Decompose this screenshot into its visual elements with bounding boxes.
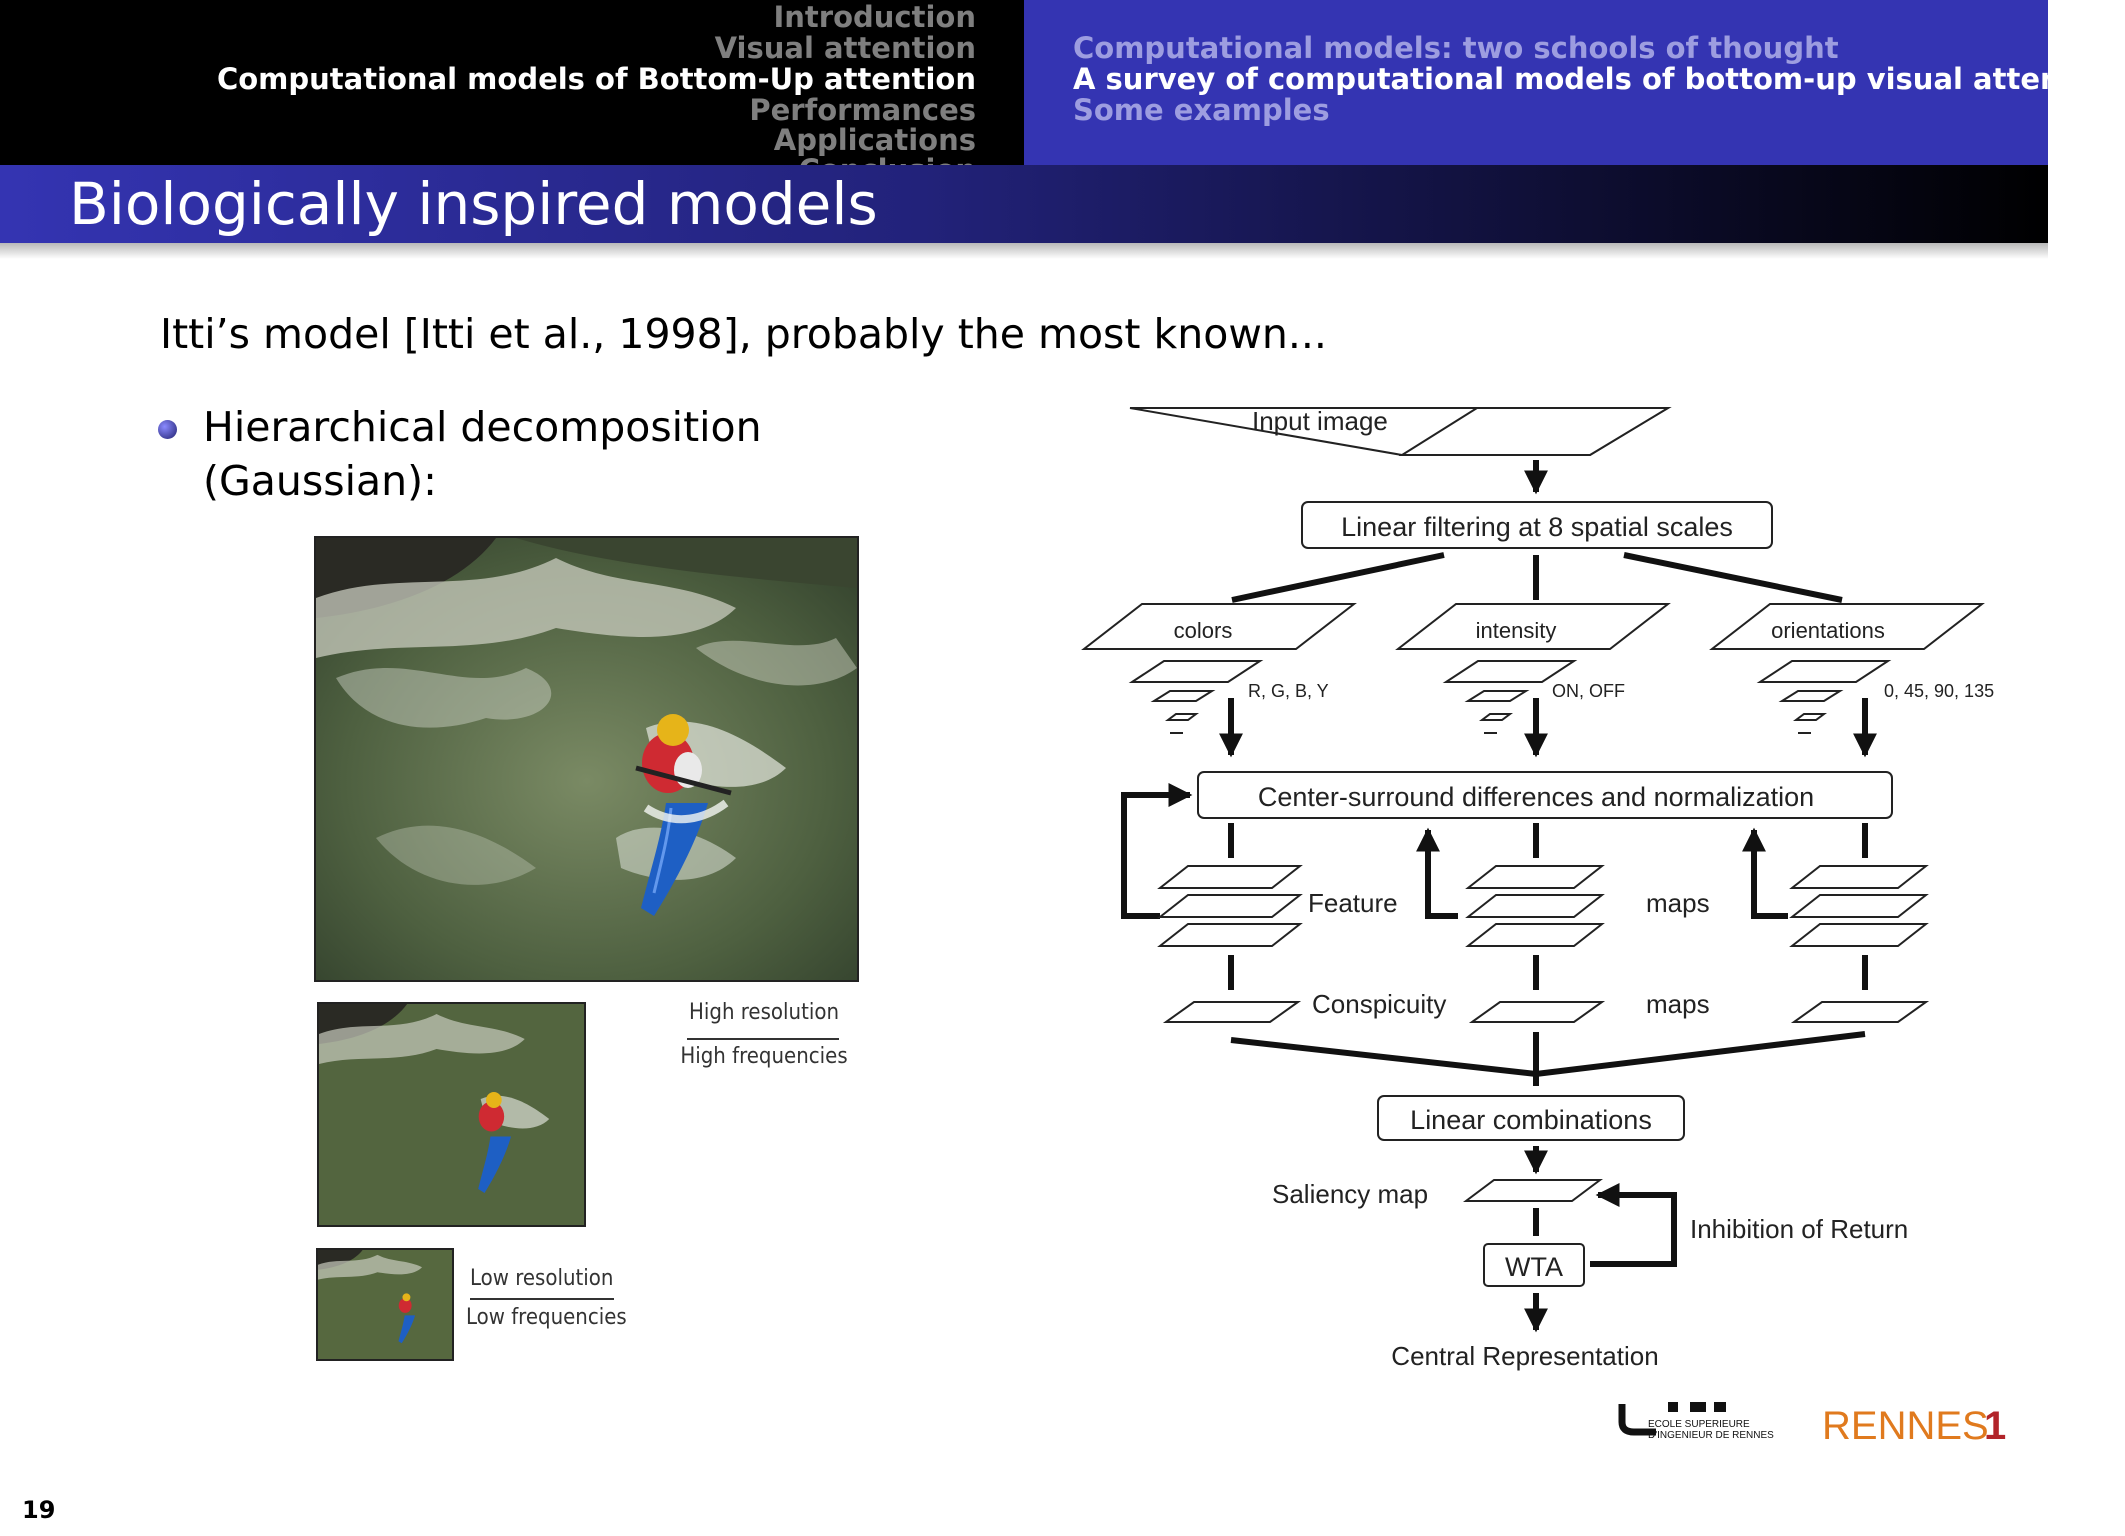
kayak-illustration-small bbox=[318, 1250, 452, 1359]
esir-line1: ECOLE SUPERIEURE bbox=[1648, 1419, 1750, 1430]
colors-scale-plane bbox=[1132, 661, 1260, 682]
esir-logo bbox=[1622, 1402, 1774, 1441]
feature-label: Feature bbox=[1308, 888, 1398, 918]
saliency-map-plane bbox=[1466, 1180, 1600, 1201]
conspicuity-map-plane bbox=[1472, 1002, 1602, 1022]
section-navigation bbox=[0, 0, 1024, 165]
intensity-scale-plane bbox=[1446, 661, 1574, 682]
inhibition-of-return-label: Inhibition of Return bbox=[1690, 1214, 1909, 1244]
feature-map-plane bbox=[1792, 924, 1926, 946]
colors-channels-label: R, G, B, Y bbox=[1248, 681, 1329, 701]
feature-map-plane bbox=[1792, 895, 1926, 917]
high-frequencies-label: High frequencies bbox=[680, 1044, 848, 1069]
rennes-wordmark: RENNES bbox=[1822, 1404, 1989, 1448]
intensity-label: intensity bbox=[1475, 618, 1557, 643]
subsection-navigation bbox=[1024, 0, 2125, 165]
feedback-loop-left bbox=[1124, 795, 1190, 916]
institution-logos bbox=[1610, 1398, 2030, 1448]
inhibition-of-return-loop bbox=[1590, 1195, 1674, 1264]
nav-section-visual-attention[interactable]: Visual attention bbox=[714, 31, 976, 65]
kayak-illustration bbox=[316, 538, 857, 980]
feature-map-plane bbox=[1792, 866, 1926, 888]
input-image-label: Input image bbox=[1252, 406, 1388, 436]
conspicuity-map-plane bbox=[1794, 1002, 1926, 1022]
rennes1-logo bbox=[1822, 1404, 2006, 1448]
branch-to-colors bbox=[1232, 555, 1444, 600]
linear-combinations-label: Linear combinations bbox=[1410, 1105, 1652, 1135]
feature-map-plane bbox=[1160, 924, 1300, 946]
orientations-scale-plane bbox=[1796, 714, 1824, 720]
feedback-loop-right bbox=[1754, 830, 1788, 916]
itti-model-diagram bbox=[1070, 395, 2020, 1385]
low-scale-divider bbox=[470, 1298, 614, 1300]
feature-map-plane bbox=[1160, 866, 1300, 888]
page-number: 19 bbox=[22, 1496, 56, 1524]
conspicuity-label: Conspicuity bbox=[1312, 989, 1447, 1019]
orientation-channels-label: 0, 45, 90, 135 bbox=[1884, 681, 1995, 701]
slide-title: Biologically inspired models bbox=[69, 170, 878, 238]
conspicuity-maps-label: maps bbox=[1646, 989, 1710, 1019]
high-resolution-label: High resolution bbox=[689, 1000, 839, 1025]
feature-map-plane bbox=[1160, 895, 1300, 917]
branch-to-orientations bbox=[1624, 555, 1842, 600]
input-image-plane-front bbox=[1402, 408, 1668, 455]
feedback-loop-middle bbox=[1428, 830, 1458, 916]
kayak-photo-small bbox=[316, 1248, 454, 1361]
kayak-photo-large bbox=[314, 536, 859, 982]
intensity-scale-plane bbox=[1482, 714, 1510, 720]
feature-maps-label: maps bbox=[1646, 888, 1710, 918]
nav-section-performances[interactable]: Performances bbox=[749, 93, 976, 127]
kayak-illustration-medium bbox=[319, 1004, 584, 1225]
center-surround-label: Center-surround differences and normalization bbox=[1257, 782, 1815, 812]
low-frequencies-label: Low frequencies bbox=[466, 1305, 627, 1330]
nav-section-introduction[interactable]: Introduction bbox=[773, 0, 976, 34]
bullet-icon bbox=[158, 420, 177, 439]
rennes-numeral: 1 bbox=[1984, 1404, 2007, 1448]
saliency-map-label: Saliency map bbox=[1272, 1179, 1429, 1209]
esir-line2: D'INGENIEUR DE RENNES bbox=[1648, 1430, 1774, 1441]
nav-section-applications[interactable]: Applications bbox=[773, 123, 976, 157]
orientations-scale-plane bbox=[1782, 691, 1840, 701]
intro-text: Itti’s model [Itti et al., 1998], probably the most known... bbox=[160, 310, 1327, 358]
intensity-channels-label: ON, OFF bbox=[1552, 681, 1625, 701]
high-scale-divider bbox=[687, 1038, 839, 1040]
feature-map-plane bbox=[1468, 866, 1602, 888]
colors-scale-plane bbox=[1154, 691, 1212, 701]
orientations-label: orientations bbox=[1771, 618, 1885, 643]
orientations-scale-plane bbox=[1760, 661, 1888, 682]
linear-filtering-label: Linear filtering at 8 spatial scales bbox=[1341, 512, 1733, 542]
central-representation-label: Central Representation bbox=[1391, 1341, 1659, 1371]
merge-lines bbox=[1231, 1034, 1865, 1074]
feature-map-plane bbox=[1468, 895, 1602, 917]
feature-map-plane bbox=[1468, 924, 1602, 946]
title-bar-shadow bbox=[0, 243, 2048, 259]
nav-section-computational-models[interactable]: Computational models of Bottom-Up attention bbox=[216, 62, 976, 96]
bullet-text: Hierarchical decomposition (Gaussian): bbox=[203, 403, 762, 505]
nav-subsection-two-schools[interactable]: Computational models: two schools of thought bbox=[1073, 31, 1839, 65]
intensity-scale-plane bbox=[1468, 691, 1526, 701]
kayak-photo-medium bbox=[317, 1002, 586, 1227]
colors-scale-plane bbox=[1168, 714, 1196, 720]
low-resolution-label: Low resolution bbox=[470, 1266, 614, 1291]
nav-subsection-some-examples[interactable]: Some examples bbox=[1073, 93, 1330, 127]
nav-subsection-survey[interactable]: A survey of computational models of bottom-up visual attention bbox=[1073, 62, 2125, 96]
colors-label: colors bbox=[1173, 618, 1233, 643]
wta-label: WTA bbox=[1505, 1252, 1563, 1282]
conspicuity-map-plane bbox=[1166, 1002, 1298, 1022]
